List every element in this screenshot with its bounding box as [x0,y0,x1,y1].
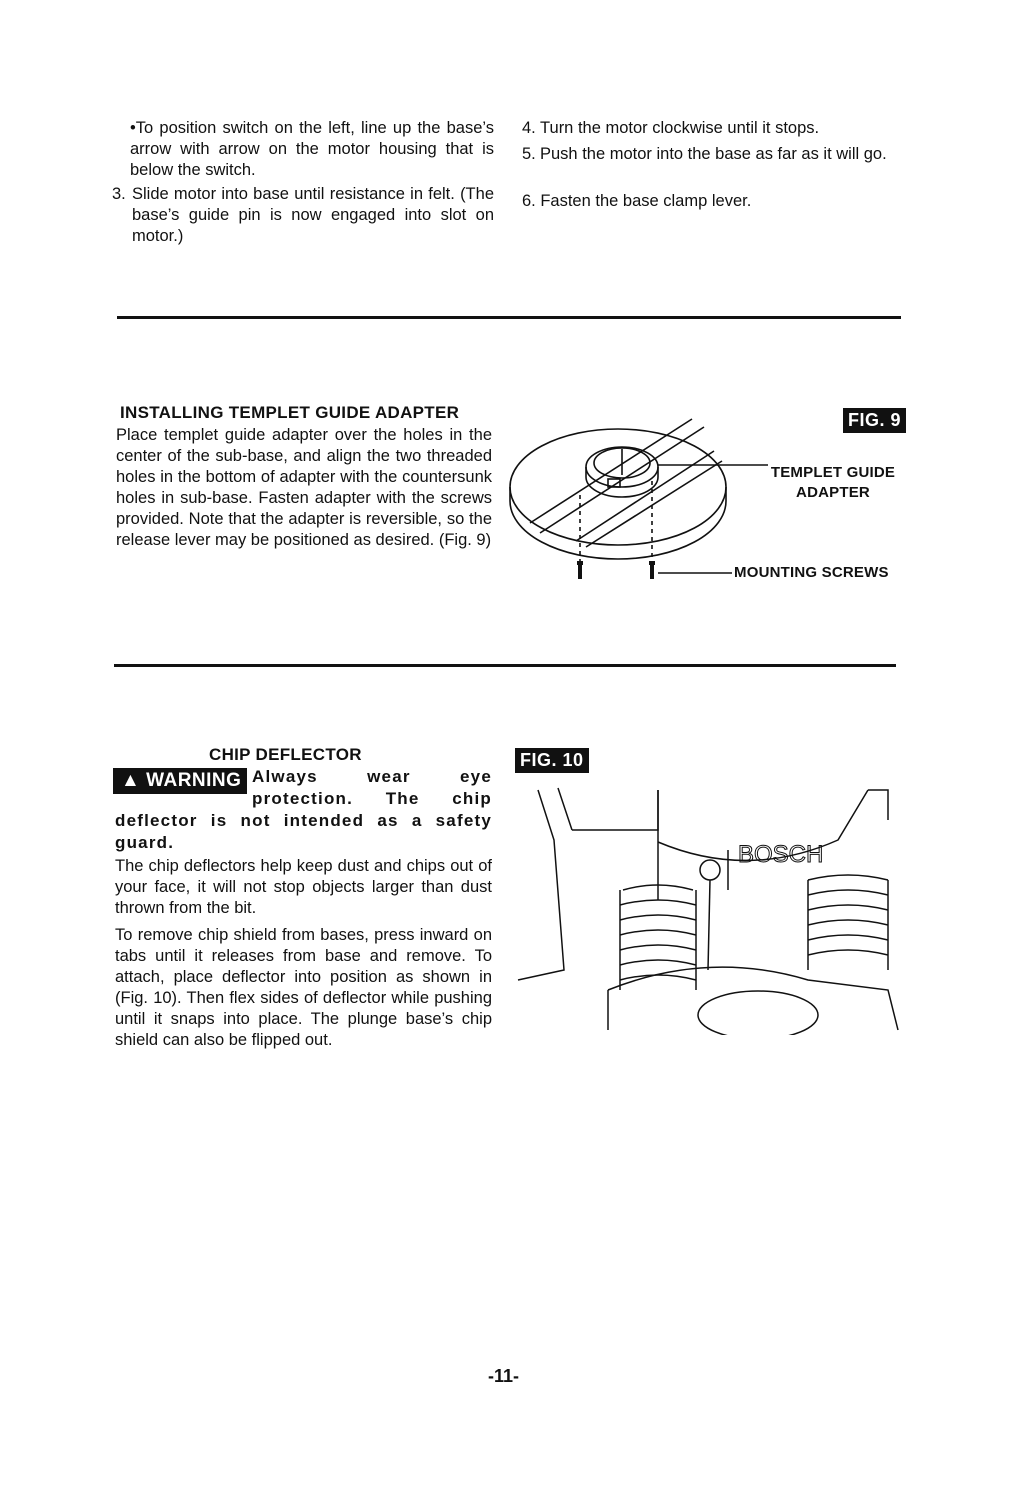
chip-paragraph-1: The chip deflectors help keep dust and chips out of your face, it will not stop objects larger than dust thrown from the bit. [115,857,492,917]
templet-body: Place templet guide adapter over the holes in the center of the sub-base, and align the two threaded holes in the bottom of adapter with the countersunk holes in sub-base. Fasten adapter with the screws provided. Note that the adapter is reversible, so the release lever may be positioned as desired. (Fig. 9) [116,426,492,549]
divider-top [117,316,901,319]
fig9-label: FIG. 9 [843,408,906,433]
warning-text-line3: deflector is not intended as a safety [115,811,492,830]
callout-templet-guide-adapter [768,463,898,503]
warning-text-line4: guard. [115,833,175,852]
bullet-text: •To position switch on the left, line up the base’s arrow with arrow on the motor housing that is below the switch. [130,119,494,179]
warning-triangle-icon: ▲ [121,770,141,791]
step3-number: 3. [112,185,126,203]
fig10-label: FIG. 10 [515,748,589,773]
bullet-switch-left [130,118,494,181]
section-heading-templet: INSTALLING TEMPLET GUIDE ADAPTER [120,403,460,422]
callout-mounting-screws: MOUNTING SCREWS [734,564,889,581]
divider-middle [114,664,896,667]
warning-text-line1: Always wear eye [252,767,492,786]
warning-label: WARNING [146,770,242,791]
step6-text: 6. Fasten the base clamp lever. [522,192,752,210]
section-heading-chip: CHIP DEFLECTOR [209,745,362,764]
step4-text: 4. Turn the motor clockwise until it stops. [522,119,820,137]
step5-number: 5. [522,145,536,163]
step3-text: Slide motor into base until resistance in felt. (The base’s guide pin is now engaged into slot on motor.) [132,185,494,245]
warning-text-line2: protection. The chip [252,789,492,808]
chip-paragraph-2: To remove chip shield from bases, press inward on tabs until it releases from base and remove. To attach, place deflector into position as shown in (Fig. 10). Then flex sides of deflector while pushing until it snaps into place. The plunge base’s chip shield can also be flipped out. [115,926,492,1049]
fig10-illustration [508,780,908,1035]
page-number: -11- [488,1366,520,1386]
bosch-brand-text: BOSCH [738,841,824,868]
warning-badge [113,768,247,794]
callout-adapter-line2: ADAPTER [796,484,870,501]
callout-adapter-line1: TEMPLET GUIDE [770,464,896,481]
step5-text: Push the motor into the base as far as it will go. [540,145,887,163]
